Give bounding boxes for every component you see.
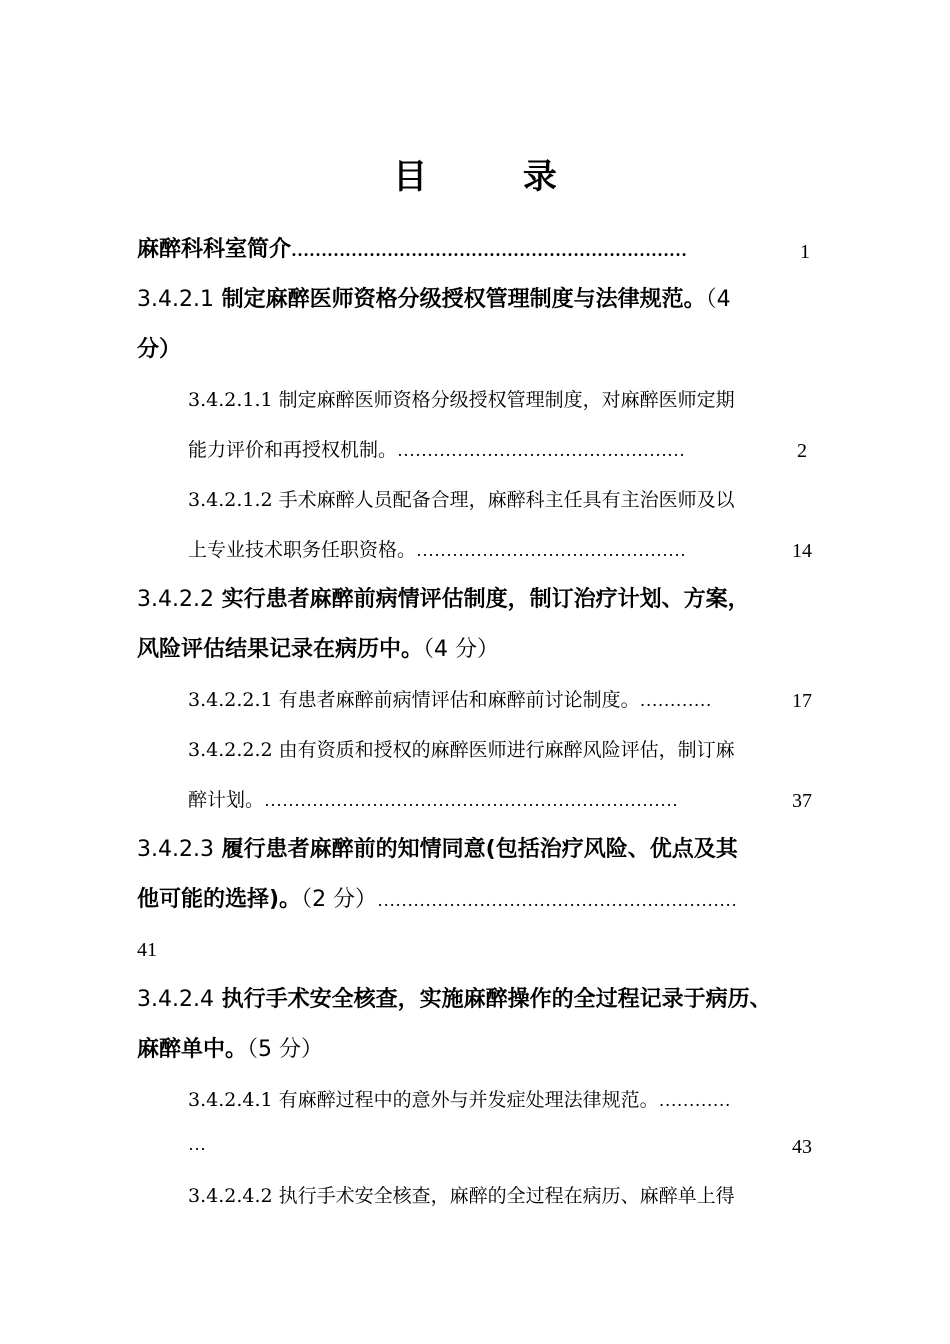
- section-number: 3.4.2.3: [137, 837, 214, 862]
- toc-subsection-3-4-2-4-2[interactable]: [188, 1178, 735, 1214]
- page-number: 2: [797, 440, 807, 462]
- subsection-title: 手术麻醉人员配备合理，麻醉科主任具有主治医师及以: [278, 489, 735, 511]
- toc-subsection-3-4-2-1-1[interactable]: [188, 382, 735, 418]
- page-number: 41: [137, 939, 157, 961]
- subsection-title-cont: 上专业技术职务任职资格。………………………………………: [188, 539, 687, 561]
- toc-subsection-3-4-2-1-2[interactable]: [188, 482, 735, 518]
- toc-subsection-3-4-2-4-1[interactable]: [188, 1082, 731, 1118]
- subsection-title-cont: 醉计划。……………………………………………………………: [188, 789, 679, 811]
- leader-dots: ……………………………………………………: [377, 890, 738, 910]
- toc-subsection-3-4-2-2-1[interactable]: [188, 682, 712, 718]
- section-title: 制定麻醉医师资格分级授权管理制度与法律规范。: [221, 287, 706, 312]
- section-title-cont: 风险评估结果记录在病历中。（4 分）: [137, 637, 500, 662]
- leader-dots: …………………………………………………………: [291, 240, 688, 260]
- section-title: 履行患者麻醉前的知情同意(包括治疗风险、优点及其: [221, 837, 738, 862]
- section-score: （4 分）: [423, 637, 500, 662]
- toc-section-3-4-2-4[interactable]: [137, 982, 772, 1018]
- toc-entry-intro[interactable]: [137, 232, 687, 268]
- section-title-cont: 麻醉单中。（5 分）: [137, 1037, 324, 1062]
- section-title-cont: 分）: [137, 337, 182, 362]
- section-number: 3.4.2.4: [137, 987, 214, 1012]
- section-score: （5 分）: [247, 1037, 324, 1062]
- subsection-number: 3.4.2.2.2: [188, 739, 273, 761]
- subsection-title: 有患者麻醉前病情评估和麻醉前讨论制度。: [278, 689, 640, 711]
- leader-dots: …………: [658, 1090, 731, 1110]
- page-number: 37: [792, 790, 812, 812]
- subsection-title: 制定麻醉医师资格分级授权管理制度，对麻醉医师定期: [278, 389, 735, 411]
- subsection-title: 由有资质和授权的麻醉医师进行麻醉风险评估，制订麻: [278, 739, 735, 761]
- page-number: 1: [800, 241, 810, 263]
- subsection-title: 执行手术安全核查，麻醉的全过程在病历、麻醉单上得: [278, 1185, 735, 1207]
- leader-dots: …………………………………………: [397, 440, 686, 460]
- toc-entry-text: 麻醉科科室简介: [137, 237, 292, 262]
- section-score: （2 分）: [301, 887, 378, 912]
- page-number: 43: [792, 1136, 812, 1158]
- section-title-cont: 他可能的选择)。（2 分）……………………………………………………: [137, 887, 738, 912]
- subsection-title: 有麻醉过程中的意外与并发症处理法律规范。: [278, 1089, 659, 1111]
- section-number: 3.4.2.1: [137, 287, 214, 312]
- toc-section-3-4-2-1[interactable]: [137, 282, 731, 318]
- page-number: 17: [792, 690, 812, 712]
- toc-section-3-4-2-3[interactable]: [137, 832, 738, 868]
- subsection-number: 3.4.2.4.2: [188, 1185, 273, 1207]
- leader-dots: …: [188, 1134, 206, 1154]
- toc-subsection-3-4-2-2-2[interactable]: [188, 732, 735, 768]
- subsection-number: 3.4.2.1.2: [188, 489, 273, 511]
- page-number: 14: [792, 540, 812, 562]
- toc-section-3-4-2-2[interactable]: [137, 582, 750, 618]
- section-title: 执行手术安全核查，实施麻醉操作的全过程记录于病历、: [221, 987, 772, 1012]
- leader-dots: ……………………………………………………………: [264, 790, 679, 810]
- subsection-number: 3.4.2.2.1: [188, 689, 273, 711]
- section-score: （4: [705, 287, 731, 312]
- section-number: 3.4.2.2: [137, 587, 214, 612]
- leader-dots: …………: [639, 690, 712, 710]
- leader-dots: ………………………………………: [416, 540, 687, 560]
- subsection-number: 3.4.2.4.1: [188, 1089, 273, 1111]
- toc-title: 目 录: [393, 157, 599, 197]
- section-title: 实行患者麻醉前病情评估制度，制订治疗计划、方案，: [221, 587, 750, 612]
- subsection-title-cont: 能力评价和再授权机制。…………………………………………: [188, 439, 686, 461]
- subsection-number: 3.4.2.1.1: [188, 389, 273, 411]
